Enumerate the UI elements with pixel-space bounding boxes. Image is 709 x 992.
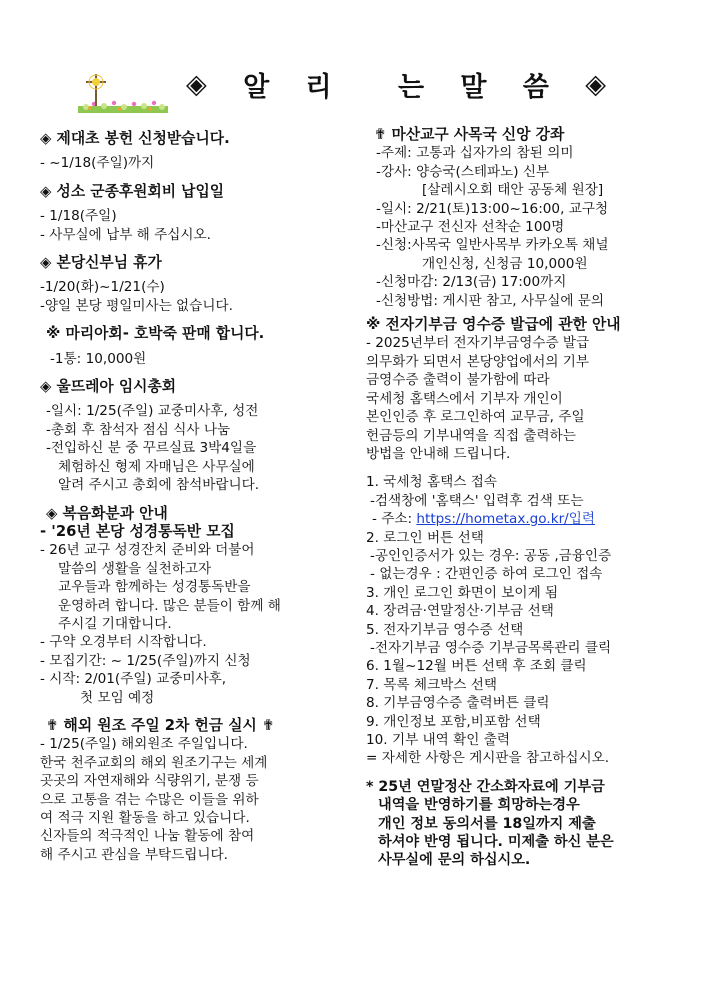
title-char: 리 xyxy=(305,71,332,103)
section-line: 방법을 안내해 드립니다. xyxy=(366,445,511,462)
step-line: - 없는경우 : 간편인증 하여 로그인 접속 xyxy=(370,566,603,583)
section-line: -1통: 10,000원 xyxy=(50,350,147,367)
section-line: - 1/25(주일) 해외원조 주일입니다. xyxy=(40,736,248,753)
right-column xyxy=(366,126,666,870)
section-line: -신청마감: 2/13(금) 17:00까지 xyxy=(376,274,567,291)
notice-line: 내역을 반영하기를 희망하는경우 xyxy=(378,797,580,814)
section-line: 의무화가 되면서 본당양업에서의 기부 xyxy=(366,353,590,370)
title-diamond-right: ◈ xyxy=(585,68,606,100)
section-line: 금영수증 출력이 불가함에 따라 xyxy=(366,372,550,389)
notice-line: 개인 정보 동의서를 18일까지 제출 xyxy=(378,815,596,832)
title-char: 는 xyxy=(397,71,425,103)
address-line xyxy=(366,510,666,528)
section-heading: ※ 마리아회- 호박죽 판매 합니다. xyxy=(46,325,265,343)
notice-line: * 25년 연말정산 간소화자료에 기부금 xyxy=(366,778,605,795)
step-line: -전자기부금 영수증 기부금목록관리 클릭 xyxy=(370,639,612,656)
address-label: - 주소: xyxy=(372,511,417,528)
page-title xyxy=(186,64,606,104)
section-line: 곳곳의 자연재해와 식량위기, 분쟁 등 xyxy=(40,773,259,790)
step-line: 5. 전자기부금 영수증 선택 xyxy=(366,621,524,638)
section-line: -일시: 1/25(주일) 교중미사후, 성전 xyxy=(46,403,259,420)
section-line: -전입하신 분 중 꾸르실료 3박4일을 xyxy=(46,440,257,457)
step-line: -검색창에 '홈택스' 입력후 검색 또는 xyxy=(370,492,584,509)
step-line: 10. 기부 내역 확인 출력 xyxy=(366,732,510,748)
section-line: 말씀의 생활을 실천하고자 xyxy=(58,560,212,577)
step-line: 6. 1월~12월 버튼 선택 후 조회 클릭 xyxy=(366,658,587,675)
step-line: 9. 개인정보 포함,비포함 선택 xyxy=(366,713,541,730)
step-line: 4. 장려금·연말정산·기부금 선택 xyxy=(366,603,554,620)
section-line: 해 주시고 관심을 부탁드립니다. xyxy=(40,846,228,863)
section-line: 한국 천주교회의 해외 원조기구는 세계 xyxy=(40,754,268,771)
section-line: 으로 고통을 겪는 수많은 이들을 위하 xyxy=(40,791,259,808)
flower-clipart-icon xyxy=(74,66,170,120)
section-line: -신청:사목국 일반사목부 카카오톡 채널 xyxy=(376,237,609,254)
step-line: 8. 기부금영수증 출력버튼 클릭 xyxy=(366,695,550,712)
section-line: -양일 본당 평일미사는 없습니다. xyxy=(40,297,233,314)
section-line: -총회 후 참석자 점심 식사 나눔 xyxy=(46,421,231,438)
section-subheading: - '26년 본당 성경통독반 모집 xyxy=(40,522,235,540)
section-line: - 1/18(주일) xyxy=(40,208,117,225)
section-line: - 모집기간: ~ 1/25(주일)까지 신청 xyxy=(40,652,251,669)
section-line: [살레시오회 태안 공동체 원장] xyxy=(422,182,604,199)
section-line: - 2025년부터 전자기부금영수증 발급 xyxy=(366,335,590,352)
section-line: 개인신청, 신청금 10,000원 xyxy=(422,255,588,272)
section-line: 알려 주시고 총회에 참석바랍니다. xyxy=(58,477,260,494)
section-heading: ◈ 복음화분과 안내 xyxy=(46,504,168,522)
step-line: 7. 목록 체크박스 선택 xyxy=(366,676,497,693)
section-line: - 구약 오경부터 시작합니다. xyxy=(40,634,207,651)
title-char: 말 xyxy=(460,71,487,103)
step-line: -공인인증서가 있는 경우: 공동 ,금융인증 xyxy=(370,547,612,564)
section-line: 신자들의 적극적인 나눔 활동에 참여 xyxy=(40,828,255,845)
notice-line: 하셔야 반영 됩니다. 미제출 하신 분은 xyxy=(378,834,614,851)
section-heading: ◈ 성소 군종후원회비 납입일 xyxy=(40,182,225,200)
section-line: - 사무실에 납부 해 주십시오. xyxy=(40,226,211,243)
section-line: - ~1/18(주일)까지 xyxy=(40,155,155,172)
section-heading: ◈ 본당신부님 휴가 xyxy=(40,254,162,272)
section-heading: ✟ 마산교구 사목국 신앙 강좌 xyxy=(374,126,565,143)
section-line: 주시길 기대합니다. xyxy=(58,615,172,632)
section-heading: ✟ 해외 원조 주일 2차 헌금 실시 ✟ xyxy=(46,716,275,734)
hometax-link[interactable]: https://hometax.go.kr/입력 xyxy=(416,511,596,528)
section-line: - 26년 교구 성경잔치 준비와 더불어 xyxy=(40,542,255,559)
title-diamond-left: ◈ xyxy=(186,68,207,100)
notice-line: 사무실에 문의 하십시오. xyxy=(378,852,531,869)
left-column xyxy=(40,130,340,864)
section-line: -1/20(화)~1/21(수) xyxy=(40,279,165,296)
section-heading: ◈ 울뜨레아 임시총회 xyxy=(40,378,177,396)
title-char: 알 xyxy=(243,71,270,103)
section-line: 여 적극 지원 활동을 하고 있습니다. xyxy=(40,810,250,826)
step-line: 3. 개인 로그인 화면이 보이게 됨 xyxy=(366,584,559,601)
title-char: 씀 xyxy=(522,71,549,103)
step-line: = 자세한 사항은 게시판을 참고하십시오. xyxy=(366,750,610,767)
section-line: 첫 모임 예정 xyxy=(80,689,155,706)
section-line: -주제: 고통과 십자가의 참된 의미 xyxy=(376,145,574,162)
step-line: 1. 국세청 홈택스 접속 xyxy=(366,474,497,491)
step-line: 2. 로그인 버튼 선택 xyxy=(366,529,484,546)
section-line: 교우들과 함께하는 성경통독반을 xyxy=(58,579,251,596)
section-line: -신청방법: 게시판 참고, 사무실에 문의 xyxy=(376,292,605,309)
section-heading: ※ 전자기부금 영수증 발급에 관한 안내 xyxy=(366,316,621,334)
section-line: 헌금등의 기부내역을 직접 출력하는 xyxy=(366,427,576,444)
section-line: 본인인증 후 로그인하여 교무금, 주일 xyxy=(366,409,585,426)
section-line: -마산교구 전신자 선착순 100명 xyxy=(376,219,565,236)
section-line: 체험하신 형제 자매님은 사무실에 xyxy=(58,458,255,475)
section-line: - 시작: 2/01(주일) 교중미사후, xyxy=(40,671,227,688)
section-heading: ◈ 제대초 봉헌 신청받습니다. xyxy=(40,130,230,147)
section-line: -일시: 2/21(토)13:00~16:00, 교구청 xyxy=(376,200,609,217)
section-line: -강사: 양승국(스테파노) 신부 xyxy=(376,163,550,180)
section-line: 운영하려 합니다. 많은 분들이 함께 해 xyxy=(58,597,281,614)
section-line: 국세청 홈택스에서 기부자 개인이 xyxy=(366,390,563,407)
